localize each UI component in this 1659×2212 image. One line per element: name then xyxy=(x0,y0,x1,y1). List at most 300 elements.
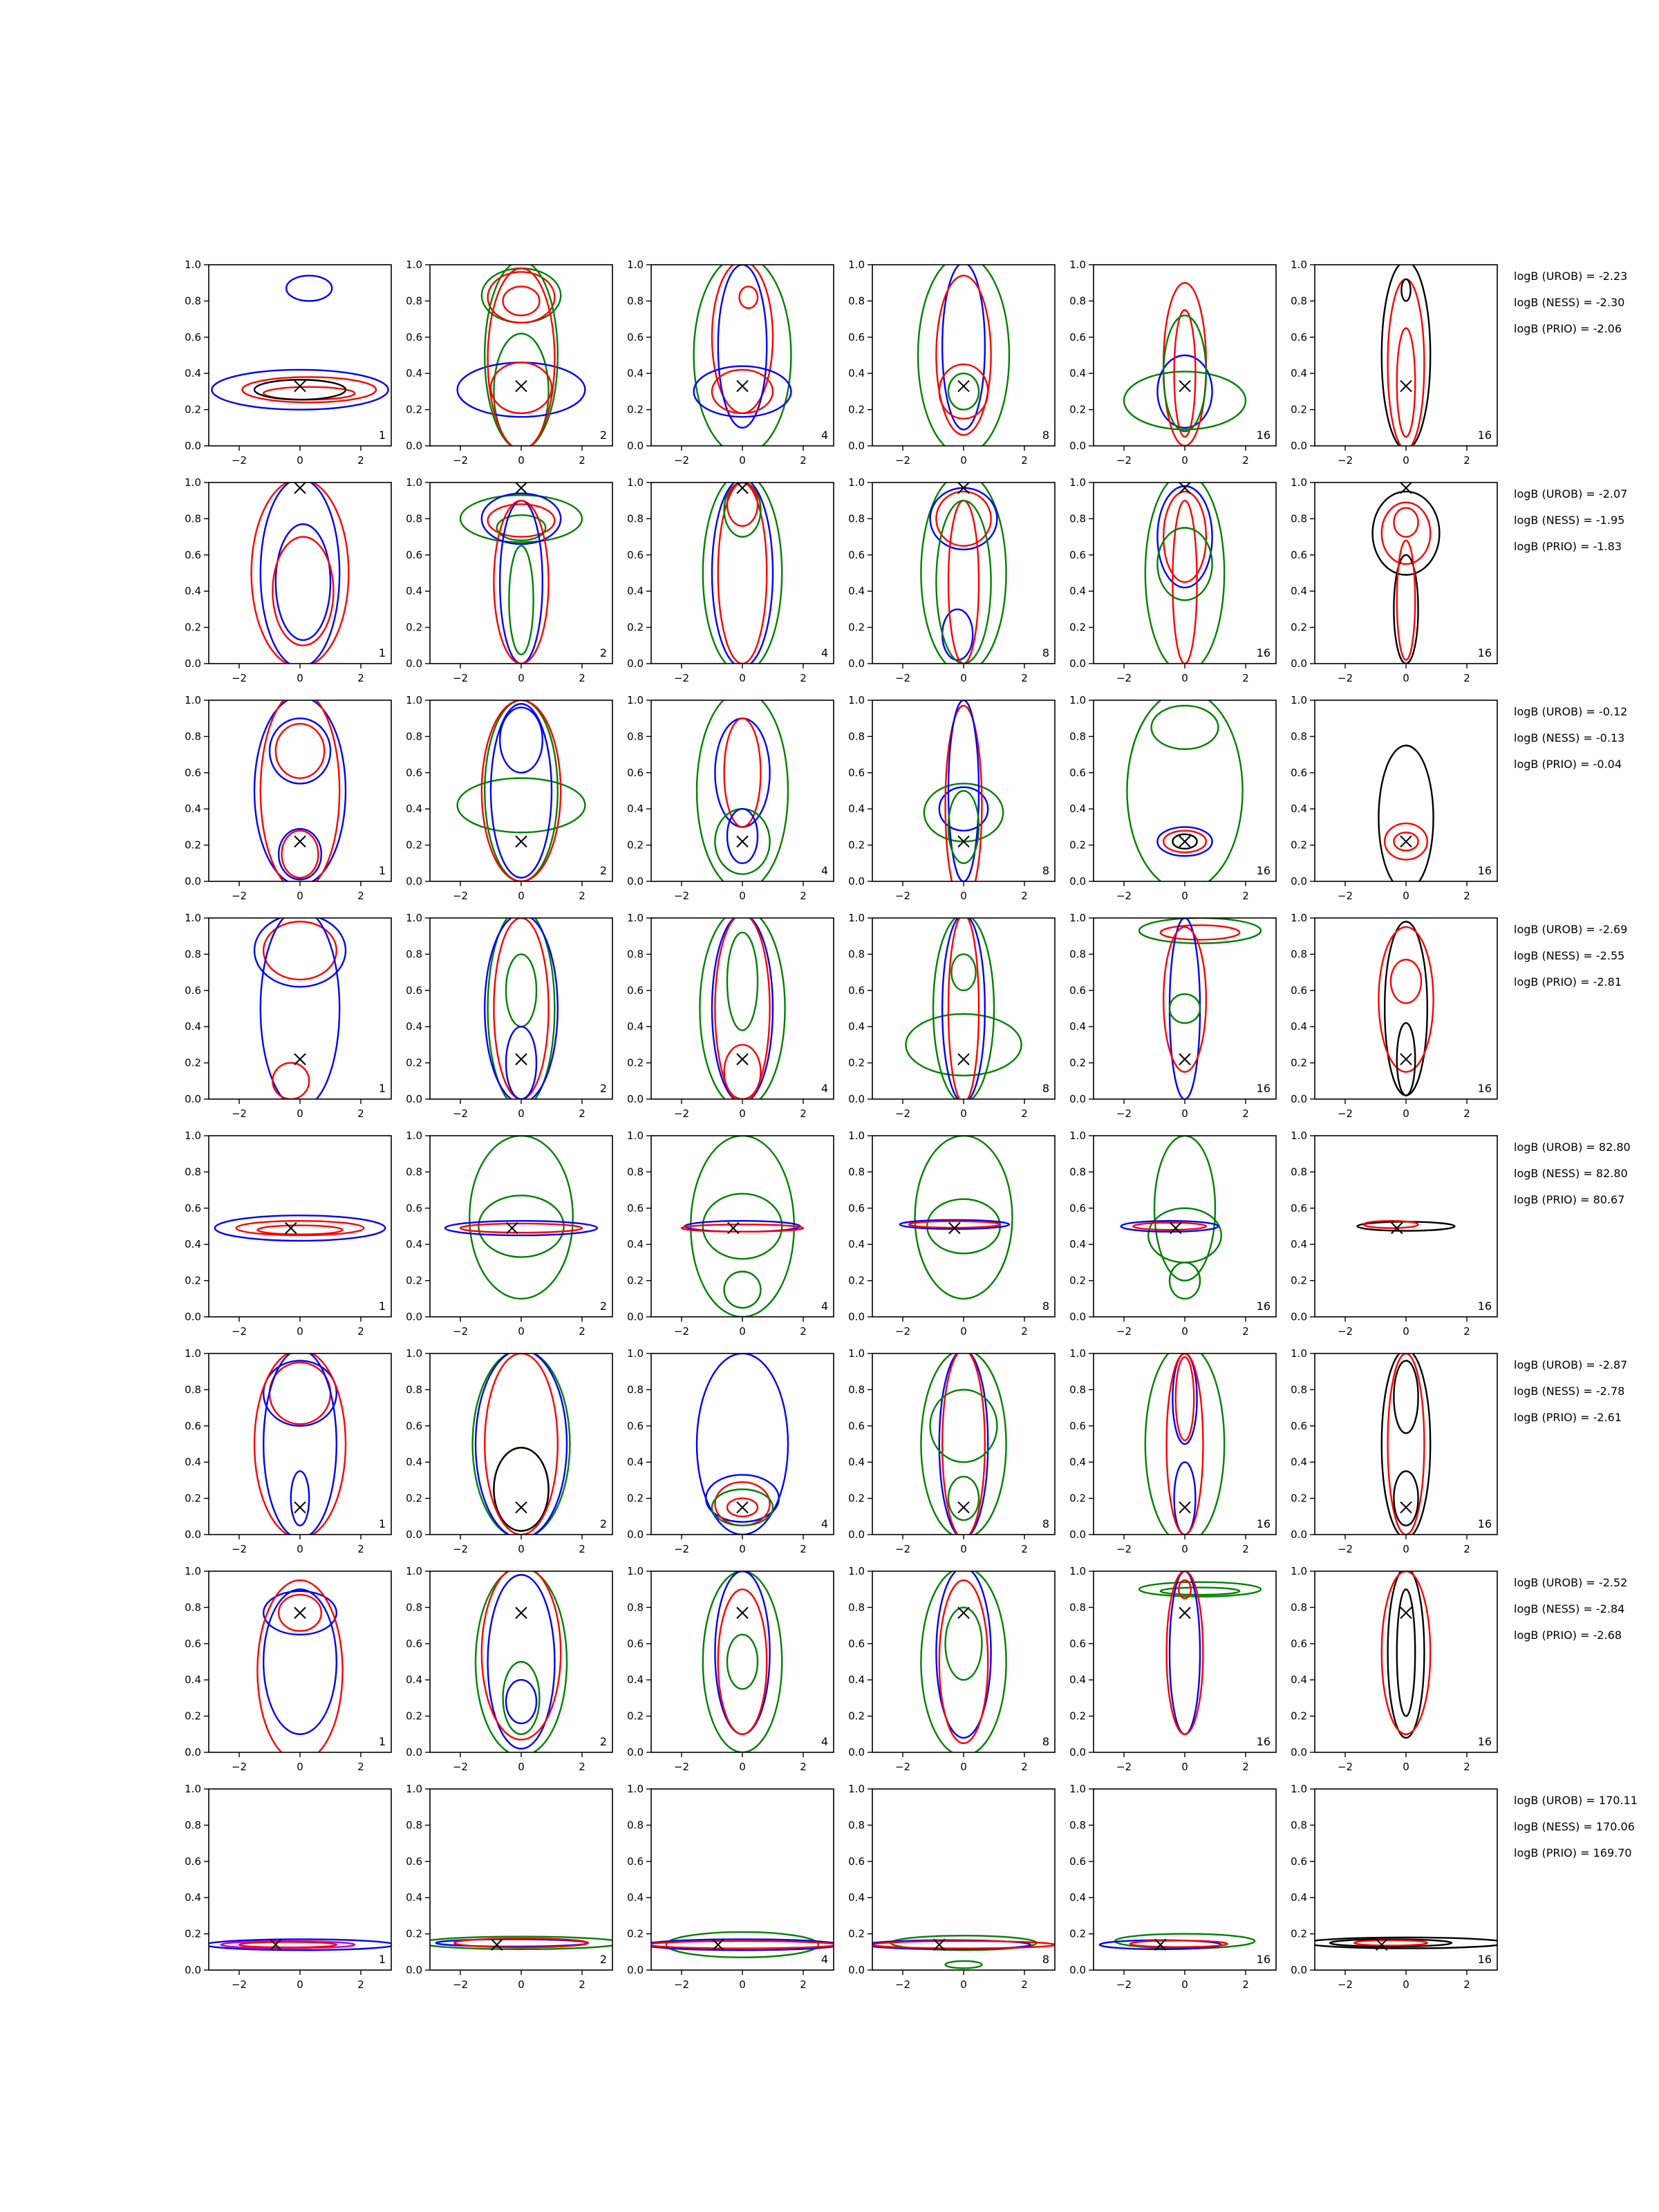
y-tick-label: 0.4 xyxy=(185,1456,201,1469)
x-tick-label: −2 xyxy=(1337,890,1353,902)
y-tick-label: 0.0 xyxy=(1291,1528,1307,1541)
y-tick-label: 0.8 xyxy=(627,1819,644,1832)
y-tick-label: 0.0 xyxy=(848,875,865,888)
y-tick-label: 0.8 xyxy=(185,1819,201,1832)
y-tick-label: 0.0 xyxy=(185,1746,201,1759)
x-tick-label: 0 xyxy=(960,1107,967,1120)
x-tick-label: 2 xyxy=(800,890,807,902)
x-tick-label: 0 xyxy=(297,1107,303,1120)
y-tick-label: 0.4 xyxy=(185,1020,201,1033)
y-tick-label: 0.8 xyxy=(185,1165,201,1179)
y-tick-label: 0.2 xyxy=(185,621,201,634)
x-tick-label: −2 xyxy=(673,890,690,902)
panel-corner-label: 16 xyxy=(1477,1735,1492,1748)
x-tick-label: 0 xyxy=(739,890,746,902)
x-tick-label: 0 xyxy=(739,1543,746,1555)
y-tick-label: 0.8 xyxy=(627,1165,644,1179)
y-tick-label: 0.0 xyxy=(627,1311,644,1323)
y-tick-label: 0.0 xyxy=(185,1964,201,1976)
y-tick-label: 0.4 xyxy=(1291,367,1307,380)
y-tick-label: 0.4 xyxy=(1069,1238,1086,1251)
y-tick-label: 0.0 xyxy=(627,1746,644,1759)
y-tick-label: 0.6 xyxy=(1069,548,1086,561)
y-tick-label: 0.8 xyxy=(848,730,865,743)
panel-corner-label: 16 xyxy=(1477,1082,1492,1095)
y-tick-label: 0.8 xyxy=(185,948,201,961)
y-tick-label: 1.0 xyxy=(848,1783,865,1795)
y-tick-label: 0.4 xyxy=(406,1456,422,1469)
x-tick-label: −2 xyxy=(452,454,469,467)
x-tick-label: 0 xyxy=(1181,672,1188,684)
x-tick-label: 0 xyxy=(960,454,967,467)
y-tick-label: 0.4 xyxy=(627,803,644,816)
y-tick-label: 0.6 xyxy=(1069,1419,1086,1432)
y-tick-label: 0.2 xyxy=(406,1927,422,1940)
y-tick-label: 1.0 xyxy=(1069,476,1086,489)
x-tick-label: −2 xyxy=(1337,1543,1353,1555)
y-tick-label: 1.0 xyxy=(1291,1565,1307,1577)
x-tick-label: 2 xyxy=(1242,454,1249,467)
x-tick-label: 2 xyxy=(357,1325,364,1338)
y-tick-label: 0.8 xyxy=(406,1819,422,1832)
x-tick-label: 2 xyxy=(579,1107,585,1120)
y-tick-label: 0.6 xyxy=(406,330,422,344)
logb-annotation: logB (PRIO) = -2.61 xyxy=(1514,1411,1622,1424)
x-tick-label: 2 xyxy=(579,890,585,902)
x-tick-label: 2 xyxy=(800,1978,807,1991)
x-tick-label: 2 xyxy=(1463,1325,1470,1338)
y-tick-label: 1.0 xyxy=(627,912,644,924)
logb-annotation: logB (NESS) = -2.78 xyxy=(1514,1385,1625,1398)
logb-annotation: logB (UROB) = -2.87 xyxy=(1514,1358,1628,1371)
y-tick-label: 1.0 xyxy=(627,1130,644,1142)
y-tick-label: 0.4 xyxy=(848,1456,865,1469)
y-tick-label: 1.0 xyxy=(1069,1565,1086,1577)
y-tick-label: 0.2 xyxy=(1069,403,1086,416)
y-tick-label: 0.6 xyxy=(1069,766,1086,779)
x-tick-label: 2 xyxy=(579,1978,585,1991)
y-tick-label: 0.8 xyxy=(1291,1819,1307,1832)
x-tick-label: 2 xyxy=(1463,1761,1470,1773)
y-tick-label: 1.0 xyxy=(1291,1130,1307,1142)
x-tick-label: 2 xyxy=(1021,1761,1028,1773)
y-tick-label: 0.0 xyxy=(1291,440,1307,452)
y-tick-label: 0.6 xyxy=(627,548,644,561)
y-tick-label: 0.6 xyxy=(1291,1637,1307,1650)
y-tick-label: 0.8 xyxy=(627,512,644,525)
y-tick-label: 0.4 xyxy=(627,1674,644,1687)
x-tick-label: −2 xyxy=(1116,672,1132,684)
y-tick-label: 0.6 xyxy=(1291,1201,1307,1215)
x-tick-label: −2 xyxy=(894,1978,911,1991)
x-tick-label: −2 xyxy=(894,1543,911,1555)
x-tick-label: 0 xyxy=(739,1107,746,1120)
y-tick-label: 0.4 xyxy=(185,1238,201,1251)
y-tick-label: 0.2 xyxy=(627,1709,644,1723)
y-tick-label: 0.8 xyxy=(406,1383,422,1396)
x-tick-label: 2 xyxy=(800,1107,807,1120)
y-tick-label: 0.0 xyxy=(185,875,201,888)
y-tick-label: 0.0 xyxy=(1291,1746,1307,1759)
y-tick-label: 0.2 xyxy=(1291,1056,1307,1069)
y-tick-label: 0.2 xyxy=(627,838,644,852)
x-tick-label: 0 xyxy=(960,672,967,684)
y-tick-label: 0.2 xyxy=(1069,1492,1086,1505)
y-tick-label: 0.6 xyxy=(1069,1855,1086,1868)
y-tick-label: 0.0 xyxy=(1069,657,1086,670)
panel-corner-label: 8 xyxy=(1042,646,1049,659)
y-tick-label: 0.4 xyxy=(627,585,644,598)
panel-corner-label: 1 xyxy=(378,1517,386,1530)
x-tick-label: 2 xyxy=(579,454,585,467)
y-tick-label: 0.6 xyxy=(406,1637,422,1650)
y-tick-label: 1.0 xyxy=(848,1130,865,1142)
y-tick-label: 1.0 xyxy=(848,694,865,706)
x-tick-label: 2 xyxy=(1242,1325,1249,1338)
logb-annotation: logB (PRIO) = 169.70 xyxy=(1514,1846,1632,1859)
y-tick-label: 1.0 xyxy=(1069,1347,1086,1360)
y-tick-label: 1.0 xyxy=(1069,259,1086,271)
x-tick-label: 2 xyxy=(357,890,364,902)
y-tick-label: 0.0 xyxy=(1069,1311,1086,1323)
y-tick-label: 0.2 xyxy=(1291,1274,1307,1287)
x-tick-label: 0 xyxy=(297,1761,303,1773)
logb-annotation: logB (UROB) = 170.11 xyxy=(1514,1794,1638,1807)
y-tick-label: 0.0 xyxy=(406,657,422,670)
x-tick-label: 0 xyxy=(297,1978,303,1991)
y-tick-label: 0.8 xyxy=(406,1601,422,1614)
x-tick-label: 2 xyxy=(579,672,585,684)
panel-corner-label: 2 xyxy=(599,1953,607,1966)
y-tick-label: 0.8 xyxy=(1291,512,1307,525)
y-tick-label: 0.0 xyxy=(1291,1964,1307,1976)
x-tick-label: 0 xyxy=(518,1107,525,1120)
x-tick-label: 0 xyxy=(518,890,525,902)
x-tick-label: 2 xyxy=(1463,672,1470,684)
y-tick-label: 0.2 xyxy=(627,1056,644,1069)
y-tick-label: 0.2 xyxy=(848,1492,865,1505)
y-tick-label: 1.0 xyxy=(848,1565,865,1577)
y-tick-label: 0.8 xyxy=(848,1601,865,1614)
y-tick-label: 0.4 xyxy=(185,367,201,380)
logb-annotation: logB (UROB) = -2.07 xyxy=(1514,487,1628,500)
logb-annotation: logB (PRIO) = -2.81 xyxy=(1514,975,1622,988)
y-tick-label: 0.2 xyxy=(1291,403,1307,416)
y-tick-label: 0.2 xyxy=(848,621,865,634)
y-tick-label: 0.6 xyxy=(1291,766,1307,779)
x-tick-label: 2 xyxy=(1463,454,1470,467)
y-tick-label: 1.0 xyxy=(627,1565,644,1577)
panel-corner-label: 16 xyxy=(1477,1300,1492,1313)
y-tick-label: 0.6 xyxy=(406,766,422,779)
x-tick-label: 0 xyxy=(739,672,746,684)
y-tick-label: 1.0 xyxy=(848,912,865,924)
y-tick-label: 0.8 xyxy=(627,1383,644,1396)
y-tick-label: 0.8 xyxy=(1069,1601,1086,1614)
x-tick-label: 0 xyxy=(518,1543,525,1555)
y-tick-label: 0.4 xyxy=(1069,1891,1086,1904)
y-tick-label: 0.4 xyxy=(1069,585,1086,598)
panel-corner-label: 16 xyxy=(1256,1735,1271,1748)
y-tick-label: 0.8 xyxy=(185,512,201,525)
y-tick-label: 0.8 xyxy=(848,1383,865,1396)
y-tick-label: 0.8 xyxy=(1291,730,1307,743)
y-tick-label: 0.4 xyxy=(1069,1020,1086,1033)
x-tick-label: 0 xyxy=(1181,1107,1188,1120)
y-tick-label: 0.8 xyxy=(185,1601,201,1614)
y-tick-label: 0.2 xyxy=(1291,838,1307,852)
y-tick-label: 0.8 xyxy=(1069,512,1086,525)
y-tick-label: 0.2 xyxy=(185,403,201,416)
y-tick-label: 0.6 xyxy=(1291,1855,1307,1868)
x-tick-label: 2 xyxy=(357,1543,364,1555)
y-tick-label: 0.0 xyxy=(1291,875,1307,888)
y-tick-label: 0.4 xyxy=(627,367,644,380)
y-tick-label: 0.8 xyxy=(1069,1819,1086,1832)
y-tick-label: 0.8 xyxy=(848,294,865,308)
y-tick-label: 0.8 xyxy=(1069,948,1086,961)
x-tick-label: 2 xyxy=(357,1761,364,1773)
y-tick-label: 0.2 xyxy=(406,403,422,416)
y-tick-label: 0.8 xyxy=(627,294,644,308)
x-tick-label: −2 xyxy=(1116,1543,1132,1555)
y-tick-label: 0.4 xyxy=(185,803,201,816)
logb-annotation: logB (NESS) = -0.13 xyxy=(1514,731,1625,744)
x-tick-label: −2 xyxy=(1116,1761,1132,1773)
panel-corner-label: 8 xyxy=(1042,1735,1049,1748)
y-tick-label: 1.0 xyxy=(406,1565,422,1577)
panel-corner-label: 8 xyxy=(1042,1953,1049,1966)
x-tick-label: −2 xyxy=(231,1543,247,1555)
y-tick-label: 0.2 xyxy=(1291,1927,1307,1940)
y-tick-label: 0.2 xyxy=(185,838,201,852)
panel-corner-label: 4 xyxy=(821,864,828,877)
panel-corner-label: 4 xyxy=(821,646,828,659)
x-tick-label: −2 xyxy=(452,672,469,684)
x-tick-label: 0 xyxy=(297,890,303,902)
panel-corner-label: 16 xyxy=(1477,1517,1492,1530)
panel-corner-label: 2 xyxy=(599,646,607,659)
x-tick-label: −2 xyxy=(1116,890,1132,902)
panel-corner-label: 8 xyxy=(1042,1300,1049,1313)
panel-corner-label: 4 xyxy=(821,1517,828,1530)
y-tick-label: 0.2 xyxy=(848,1709,865,1723)
y-tick-label: 0.4 xyxy=(185,1674,201,1687)
y-tick-label: 0.0 xyxy=(627,1528,644,1541)
y-tick-label: 0.4 xyxy=(1069,1456,1086,1469)
y-tick-label: 0.4 xyxy=(627,1891,644,1904)
y-tick-label: 0.2 xyxy=(627,1927,644,1940)
x-tick-label: −2 xyxy=(1337,1761,1353,1773)
y-tick-label: 0.2 xyxy=(1291,621,1307,634)
y-tick-label: 0.0 xyxy=(848,1528,865,1541)
y-tick-label: 0.2 xyxy=(406,1709,422,1723)
y-tick-label: 0.0 xyxy=(1291,1311,1307,1323)
y-tick-label: 1.0 xyxy=(1291,694,1307,706)
y-tick-label: 1.0 xyxy=(406,476,422,489)
y-tick-label: 0.8 xyxy=(406,730,422,743)
y-tick-label: 0.0 xyxy=(406,440,422,452)
x-tick-label: 2 xyxy=(357,454,364,467)
x-tick-label: 0 xyxy=(297,1543,303,1555)
y-tick-label: 0.8 xyxy=(1291,1165,1307,1179)
y-tick-label: 0.4 xyxy=(1291,1891,1307,1904)
x-tick-label: 2 xyxy=(1463,1978,1470,1991)
y-tick-label: 0.6 xyxy=(185,1855,201,1868)
x-tick-label: −2 xyxy=(231,890,247,902)
logb-annotation: logB (UROB) = -2.69 xyxy=(1514,923,1628,936)
panel-corner-label: 8 xyxy=(1042,1517,1049,1530)
y-tick-label: 1.0 xyxy=(406,1347,422,1360)
y-tick-label: 1.0 xyxy=(848,476,865,489)
y-tick-label: 0.6 xyxy=(406,1855,422,1868)
x-tick-label: −2 xyxy=(231,1107,247,1120)
logb-annotation: logB (UROB) = -2.23 xyxy=(1514,270,1628,283)
x-tick-label: 0 xyxy=(518,1978,525,1991)
y-tick-label: 0.6 xyxy=(185,1201,201,1215)
x-tick-label: 2 xyxy=(1242,890,1249,902)
y-tick-label: 1.0 xyxy=(1291,259,1307,271)
panel-corner-label: 16 xyxy=(1256,1517,1271,1530)
y-tick-label: 0.2 xyxy=(185,1274,201,1287)
panel-corner-label: 16 xyxy=(1256,1082,1271,1095)
y-tick-label: 0.6 xyxy=(848,1201,865,1215)
x-tick-label: 0 xyxy=(1181,1978,1188,1991)
panel-corner-label: 16 xyxy=(1256,429,1271,442)
x-tick-label: −2 xyxy=(231,454,247,467)
y-tick-label: 0.6 xyxy=(848,1419,865,1432)
x-tick-label: 2 xyxy=(800,1543,807,1555)
x-tick-label: −2 xyxy=(1337,454,1353,467)
y-tick-label: 0.2 xyxy=(627,621,644,634)
y-tick-label: 0.4 xyxy=(1291,1238,1307,1251)
x-tick-label: 0 xyxy=(518,1761,525,1773)
y-tick-label: 1.0 xyxy=(1291,912,1307,924)
y-tick-label: 0.2 xyxy=(406,1274,422,1287)
x-tick-label: 0 xyxy=(518,1325,525,1338)
x-tick-label: −2 xyxy=(894,890,911,902)
y-tick-label: 0.6 xyxy=(406,1201,422,1215)
y-tick-label: 0.4 xyxy=(1291,1674,1307,1687)
x-tick-label: −2 xyxy=(1337,1978,1353,1991)
x-tick-label: −2 xyxy=(452,1543,469,1555)
x-tick-label: 0 xyxy=(1403,454,1409,467)
y-tick-label: 0.0 xyxy=(848,657,865,670)
y-tick-label: 0.0 xyxy=(406,1528,422,1541)
y-tick-label: 0.0 xyxy=(848,440,865,452)
logb-annotation: logB (NESS) = 82.80 xyxy=(1514,1167,1628,1180)
y-tick-label: 0.4 xyxy=(1069,1674,1086,1687)
y-tick-label: 0.2 xyxy=(185,1927,201,1940)
x-tick-label: 2 xyxy=(357,1107,364,1120)
y-tick-label: 0.2 xyxy=(848,1056,865,1069)
logb-annotation: logB (NESS) = -2.55 xyxy=(1514,949,1625,962)
x-tick-label: −2 xyxy=(1337,1107,1353,1120)
x-tick-label: −2 xyxy=(231,672,247,684)
y-tick-label: 0.8 xyxy=(185,1383,201,1396)
y-tick-label: 1.0 xyxy=(1069,1783,1086,1795)
y-tick-label: 1.0 xyxy=(627,259,644,271)
y-tick-label: 1.0 xyxy=(848,259,865,271)
y-tick-label: 0.8 xyxy=(406,512,422,525)
y-tick-label: 0.2 xyxy=(1291,1709,1307,1723)
y-tick-label: 1.0 xyxy=(185,1783,201,1795)
y-tick-label: 0.8 xyxy=(1069,1165,1086,1179)
y-tick-label: 1.0 xyxy=(627,1783,644,1795)
y-tick-label: 0.6 xyxy=(627,1855,644,1868)
y-tick-label: 0.4 xyxy=(185,1891,201,1904)
x-tick-label: −2 xyxy=(231,1761,247,1773)
y-tick-label: 1.0 xyxy=(1069,694,1086,706)
x-tick-label: 0 xyxy=(1403,890,1409,902)
y-tick-label: 0.6 xyxy=(1291,1419,1307,1432)
y-tick-label: 0.4 xyxy=(848,803,865,816)
y-tick-label: 0.2 xyxy=(406,621,422,634)
panel-corner-label: 16 xyxy=(1256,864,1271,877)
x-tick-label: 0 xyxy=(960,1543,967,1555)
logb-annotation: logB (NESS) = -1.95 xyxy=(1514,514,1625,527)
y-tick-label: 0.0 xyxy=(1069,875,1086,888)
x-tick-label: 2 xyxy=(579,1543,585,1555)
x-tick-label: −2 xyxy=(894,454,911,467)
x-tick-label: 2 xyxy=(1021,1325,1028,1338)
y-tick-label: 0.0 xyxy=(1069,1093,1086,1105)
y-tick-label: 1.0 xyxy=(1069,912,1086,924)
y-tick-label: 0.4 xyxy=(1291,585,1307,598)
y-tick-label: 0.8 xyxy=(627,948,644,961)
x-tick-label: 2 xyxy=(1021,672,1028,684)
x-tick-label: 2 xyxy=(1021,890,1028,902)
y-tick-label: 0.8 xyxy=(848,1165,865,1179)
y-tick-label: 0.6 xyxy=(627,330,644,344)
y-tick-label: 0.8 xyxy=(406,1165,422,1179)
x-tick-label: 0 xyxy=(297,672,303,684)
y-tick-label: 0.6 xyxy=(1069,330,1086,344)
x-tick-label: 0 xyxy=(297,454,303,467)
y-tick-label: 1.0 xyxy=(627,1347,644,1360)
y-tick-label: 0.6 xyxy=(848,766,865,779)
x-tick-label: 2 xyxy=(1242,1107,1249,1120)
y-tick-label: 0.6 xyxy=(848,330,865,344)
y-tick-label: 0.2 xyxy=(1069,1056,1086,1069)
y-tick-label: 0.8 xyxy=(848,512,865,525)
y-tick-label: 0.6 xyxy=(848,1637,865,1650)
y-tick-label: 0.6 xyxy=(848,1855,865,1868)
x-tick-label: 0 xyxy=(739,1978,746,1991)
x-tick-label: −2 xyxy=(1116,1325,1132,1338)
y-tick-label: 1.0 xyxy=(1291,1783,1307,1795)
y-tick-label: 0.6 xyxy=(1069,1201,1086,1215)
y-tick-label: 1.0 xyxy=(627,694,644,706)
y-tick-label: 0.4 xyxy=(406,585,422,598)
y-tick-label: 0.8 xyxy=(1069,730,1086,743)
x-tick-label: 2 xyxy=(1021,1978,1028,1991)
panel-corner-label: 16 xyxy=(1256,646,1271,659)
y-tick-label: 1.0 xyxy=(627,476,644,489)
x-tick-label: −2 xyxy=(452,1761,469,1773)
y-tick-label: 0.8 xyxy=(627,1601,644,1614)
x-tick-label: −2 xyxy=(894,672,911,684)
x-tick-label: −2 xyxy=(673,1107,690,1120)
x-tick-label: −2 xyxy=(1116,1978,1132,1991)
x-tick-label: 0 xyxy=(518,672,525,684)
panel-corner-label: 1 xyxy=(378,1300,386,1313)
y-tick-label: 0.8 xyxy=(1291,948,1307,961)
y-tick-label: 0.4 xyxy=(1069,803,1086,816)
y-tick-label: 1.0 xyxy=(406,1130,422,1142)
x-tick-label: −2 xyxy=(673,1761,690,1773)
y-tick-label: 0.4 xyxy=(848,585,865,598)
